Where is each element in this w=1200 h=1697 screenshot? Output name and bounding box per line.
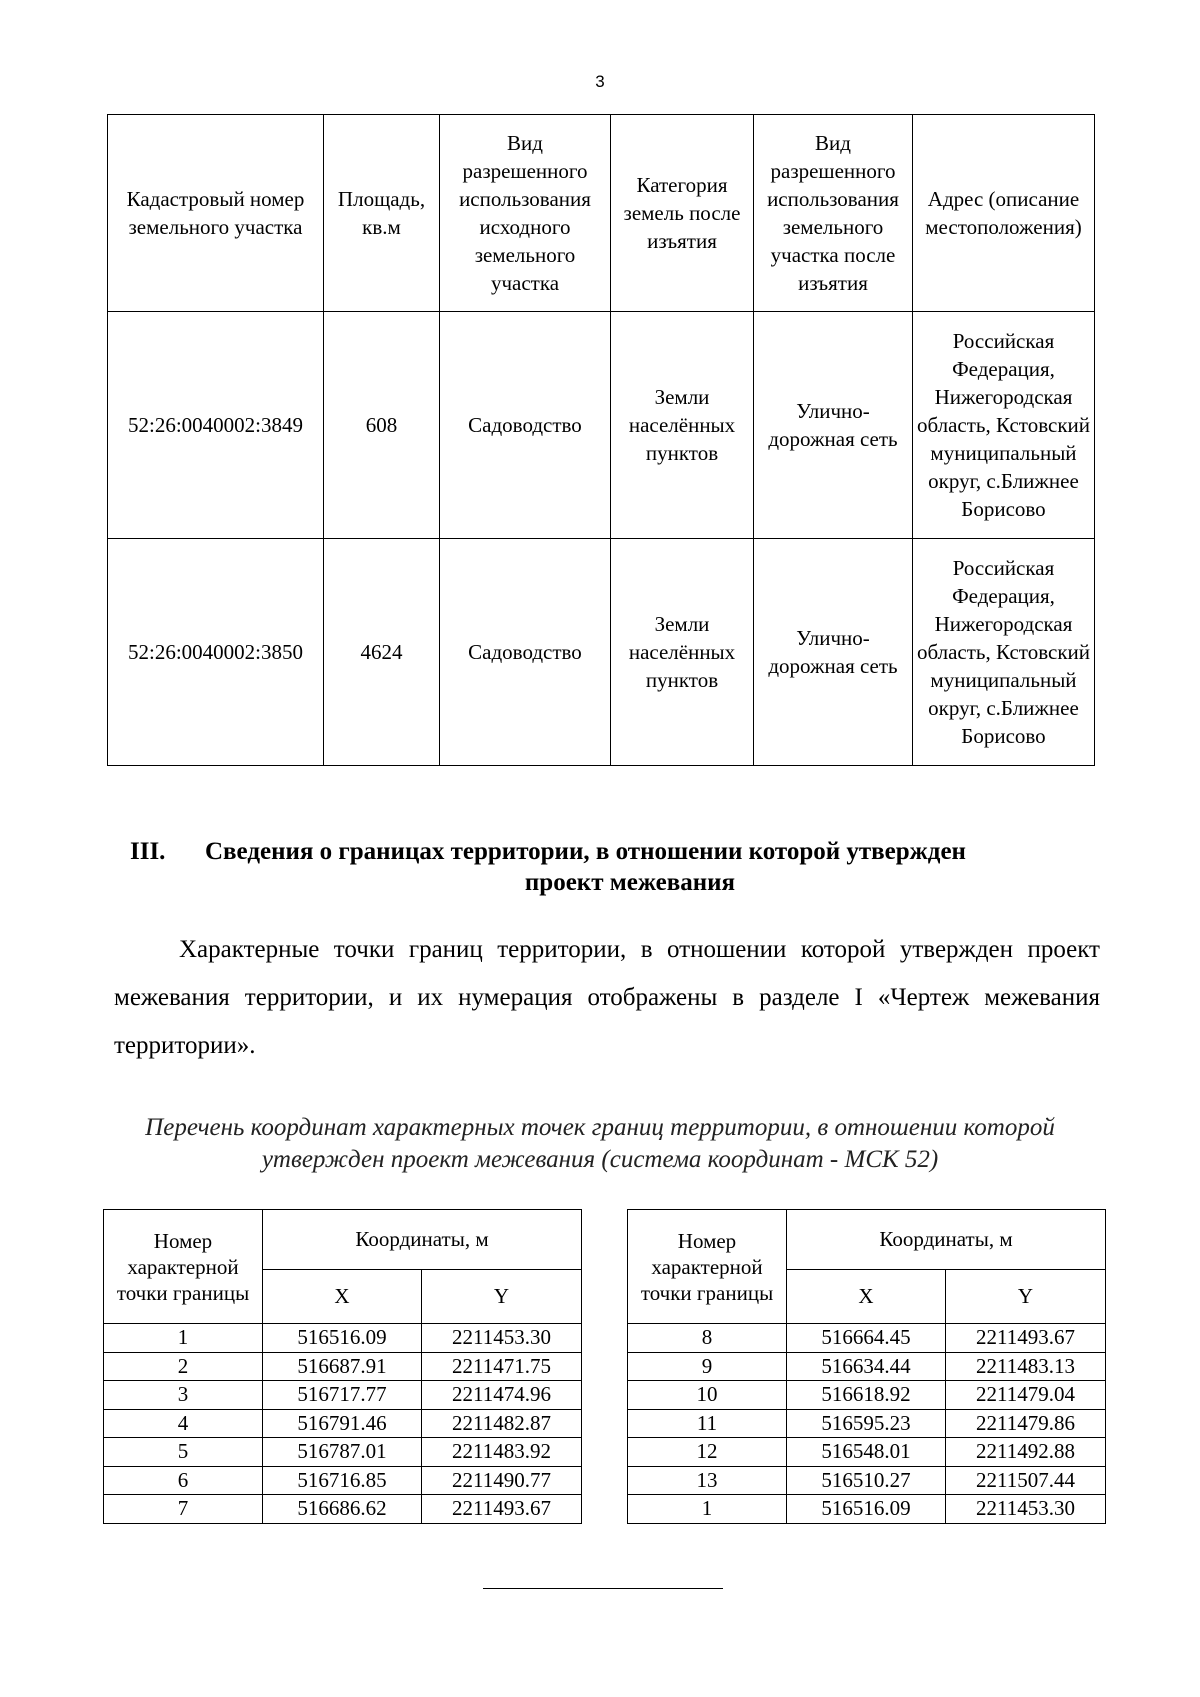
area-value: 4624: [324, 539, 440, 766]
coord-y: 2211493.67: [422, 1495, 582, 1524]
header-cadastral: Кадастровый номер земельного участка: [108, 115, 324, 312]
coordinates-table-left: [103, 1209, 582, 1524]
header-x: X: [263, 1270, 422, 1324]
use-after: Улично-дорожная сеть: [754, 312, 913, 539]
table-row: [104, 1466, 582, 1495]
area-value: 608: [324, 312, 440, 539]
table-header-row: [108, 115, 1095, 312]
coord-x: 516791.46: [263, 1409, 422, 1438]
table-row: [628, 1466, 1106, 1495]
header-point-number: Номер характерной точки границы: [104, 1210, 263, 1324]
coord-y: 2211474.96: [422, 1381, 582, 1410]
end-divider: [483, 1588, 723, 1589]
table-row: [104, 1495, 582, 1524]
coord-y: 2211493.67: [946, 1324, 1106, 1353]
address: Российская Федерация, Нижегородская область, Кстовский муниципальный округ, с.Ближнее Борисово: [913, 312, 1095, 539]
page-number: 3: [595, 72, 605, 91]
point-number: 11: [628, 1409, 787, 1438]
table-row: [104, 1352, 582, 1381]
coordinates-table-right: [627, 1209, 1106, 1524]
use-before: Садоводство: [440, 539, 611, 766]
point-number: 4: [104, 1409, 263, 1438]
coord-x: 516634.44: [787, 1352, 946, 1381]
point-number: 1: [104, 1324, 263, 1353]
point-number: 10: [628, 1381, 787, 1410]
point-number: 8: [628, 1324, 787, 1353]
coord-y: 2211483.92: [422, 1438, 582, 1467]
table-row: [108, 312, 1095, 539]
table-row: [104, 1324, 582, 1353]
header-category: Категория земель после изъятия: [611, 115, 754, 312]
coord-y: 2211492.88: [946, 1438, 1106, 1467]
coord-x: 516595.23: [787, 1409, 946, 1438]
coord-x: 516510.27: [787, 1466, 946, 1495]
coord-y: 2211483.13: [946, 1352, 1106, 1381]
coord-header-row: [628, 1210, 1106, 1270]
coord-y: 2211482.87: [422, 1409, 582, 1438]
point-number: 12: [628, 1438, 787, 1467]
coord-body-left: [104, 1324, 582, 1524]
point-number: 5: [104, 1438, 263, 1467]
point-number: 2: [104, 1352, 263, 1381]
table-row: [628, 1324, 1106, 1353]
header-y: Y: [946, 1270, 1106, 1324]
header-address: Адрес (описание местоположения): [913, 115, 1095, 312]
point-number: 3: [104, 1381, 263, 1410]
table-row: [628, 1352, 1106, 1381]
coord-y: 2211507.44: [946, 1466, 1106, 1495]
header-x: X: [787, 1270, 946, 1324]
use-after: Улично-дорожная сеть: [754, 539, 913, 766]
coord-x: 516787.01: [263, 1438, 422, 1467]
coord-y: 2211490.77: [422, 1466, 582, 1495]
body-paragraph: Характерные точки границ территории, в отношении которой утвержден проект межевания территории, и их нумерация отображены в разделе I «Чертеж межевания территории».: [114, 936, 1100, 1059]
section-number: III.: [130, 838, 166, 865]
coord-x: 516716.85: [263, 1466, 422, 1495]
point-number: 13: [628, 1466, 787, 1495]
coord-y: 2211471.75: [422, 1352, 582, 1381]
coord-y: 2211453.30: [422, 1324, 582, 1353]
section-title-line1: Сведения о границах территории, в отношении которой утвержден: [205, 838, 966, 865]
cadastral-number: 52:26:0040002:3849: [108, 312, 324, 539]
coord-x: 516687.91: [263, 1352, 422, 1381]
header-area: Площадь, кв.м: [324, 115, 440, 312]
table-row: [104, 1381, 582, 1410]
coord-x: 516516.09: [263, 1324, 422, 1353]
coord-body-right: [628, 1324, 1106, 1524]
table-row: [628, 1438, 1106, 1467]
coord-y: 2211479.04: [946, 1381, 1106, 1410]
point-number: 9: [628, 1352, 787, 1381]
coord-y: 2211479.86: [946, 1409, 1106, 1438]
section-title-line2: проект межевания: [524, 869, 736, 896]
coord-x: 516548.01: [787, 1438, 946, 1467]
coord-y: 2211453.30: [946, 1495, 1106, 1524]
point-number: 1: [628, 1495, 787, 1524]
table-row: [104, 1438, 582, 1467]
coord-x: 516516.09: [787, 1495, 946, 1524]
coordinates-caption: Перечень координат характерных точек границ территории, в отношении которой утвержден проект межевания (система координат - МСК 52): [145, 1114, 1055, 1173]
table-row: [108, 539, 1095, 766]
table-row: [628, 1495, 1106, 1524]
land-category: Земли населённых пунктов: [611, 312, 754, 539]
table-row: [104, 1409, 582, 1438]
coord-x: 516686.62: [263, 1495, 422, 1524]
use-before: Садоводство: [440, 312, 611, 539]
cadastral-number: 52:26:0040002:3850: [108, 539, 324, 766]
coord-header-row: [104, 1210, 582, 1270]
land-plots-table: [107, 114, 1095, 766]
coord-x: 516618.92: [787, 1381, 946, 1410]
point-number: 6: [104, 1466, 263, 1495]
header-use-after: Вид разрешенного использования земельного участка после изъятия: [754, 115, 913, 312]
table-row: [628, 1381, 1106, 1410]
header-coordinates: Координаты, м: [263, 1210, 582, 1270]
coord-x: 516717.77: [263, 1381, 422, 1410]
land-category: Земли населённых пунктов: [611, 539, 754, 766]
coord-x: 516664.45: [787, 1324, 946, 1353]
address: Российская Федерация, Нижегородская область, Кстовский муниципальный округ, с.Ближнее Борисово: [913, 539, 1095, 766]
header-use-before: Вид разрешенного использования исходного земельного участка: [440, 115, 611, 312]
table-row: [628, 1409, 1106, 1438]
header-coordinates: Координаты, м: [787, 1210, 1106, 1270]
point-number: 7: [104, 1495, 263, 1524]
header-point-number: Номер характерной точки границы: [628, 1210, 787, 1324]
header-y: Y: [422, 1270, 582, 1324]
